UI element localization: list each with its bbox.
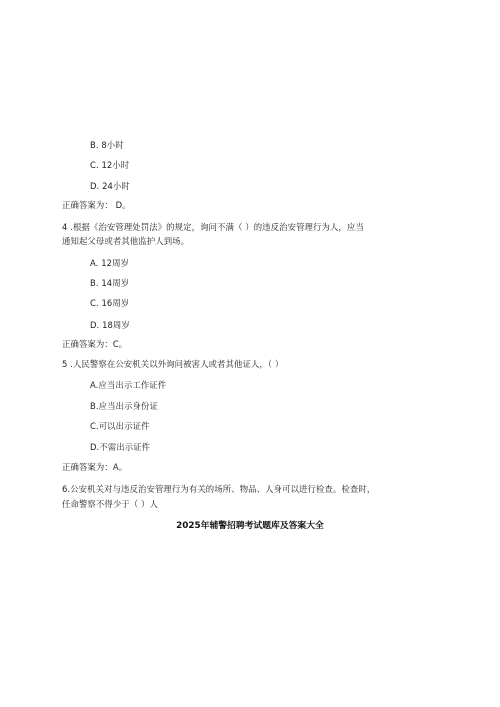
option-c: C. 12小时 [90, 160, 130, 170]
question-4-text-cont: 通知起父母或者其他监护人到场。 [62, 236, 190, 246]
option-d: D. 24小时 [90, 181, 130, 191]
option-d: D.不需出示证件 [90, 442, 151, 452]
option-a: A. 12周岁 [90, 258, 130, 268]
question-4-text: 4 .根据《治安管理处罚法》的规定，询问不满（ ）的违反治安管理行为人，应当 [62, 222, 364, 232]
answer-line: 正确答案为：A。 [62, 462, 128, 472]
option-a: A.应当出示工作证件 [90, 380, 167, 390]
answer-line: 正确答案为： D。 [62, 200, 131, 210]
question-5-text: 5 .人民警察在公安机关以外询问被害人或者其他证人，（ ） [62, 359, 284, 369]
footer-title: 2025年辅警招聘考试题库及答案大全 [176, 521, 324, 531]
option-b: B. 8小时 [90, 140, 124, 150]
question-6-text: 6.公安机关对与违反治安管理行为有关的场所、物品、人身可以进行检查。检查时， [62, 484, 376, 494]
answer-line: 正确答案为：C。 [62, 339, 128, 349]
option-b: B.应当出示身份证 [90, 401, 158, 411]
option-d: D. 18周岁 [90, 320, 130, 330]
option-c: C.可以出示证件 [90, 421, 150, 431]
option-c: C. 16周岁 [90, 298, 130, 308]
question-6-text-cont: 任命警察不得少于（ ）人 [62, 499, 158, 509]
option-b: B. 14周岁 [90, 278, 130, 288]
